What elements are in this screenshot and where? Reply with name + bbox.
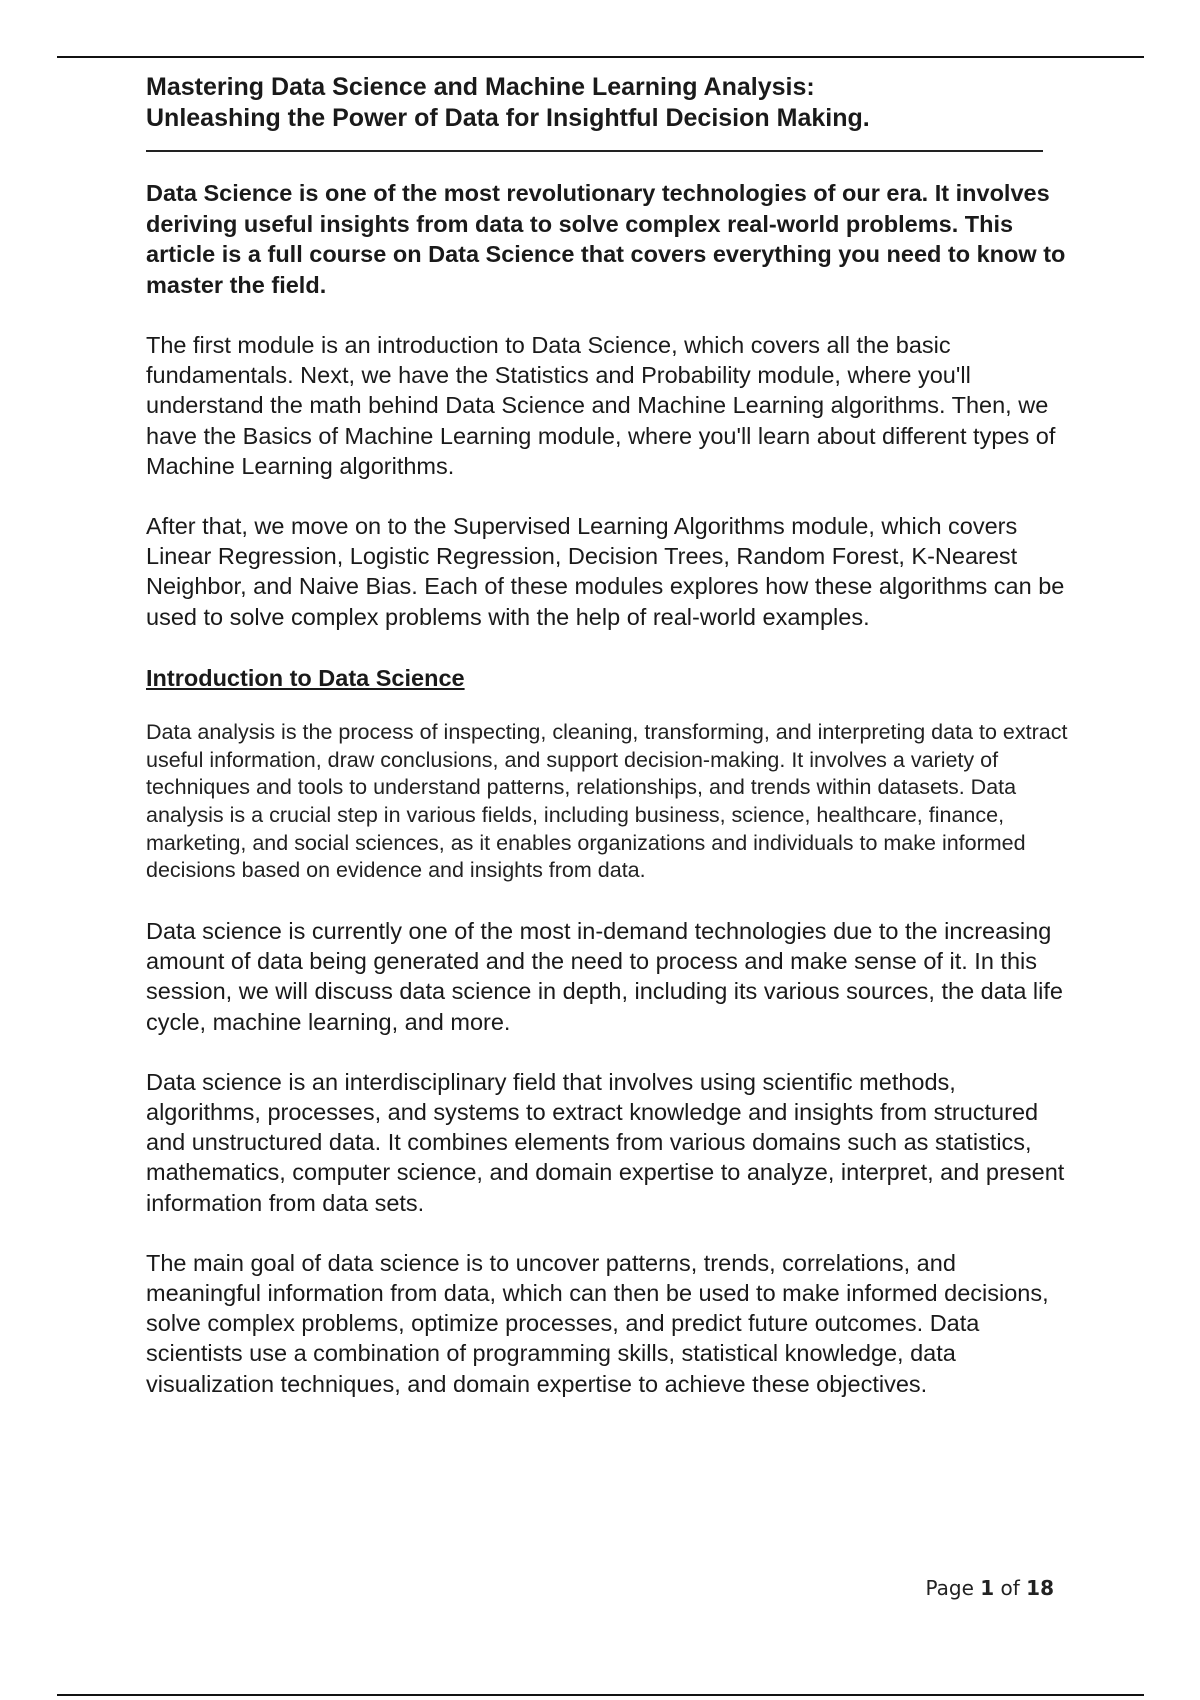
bottom-rule (57, 1694, 1144, 1696)
title-line-1: Mastering Data Science and Machine Learning Analysis: (146, 73, 815, 101)
page-current: 1 (980, 1576, 995, 1600)
paragraph-interdisciplinary: Data science is an interdisciplinary field that involves using scientific methods, algorithms, processes, and systems to extract knowledge and insights from structured and unstructured data. It combines elements from various domains such as statistics, mathematics, computer science, and domain expertise to analyze, interpret, and present information from data sets. (146, 1068, 1065, 1216)
page-total: 18 (1026, 1576, 1054, 1600)
lead-paragraph: Data Science is one of the most revolutionary technologies of our era. It involves deriving useful insights from data to solve complex real-world problems. This article is a full course on Data Science that covers everything you need to know to master the field. (146, 180, 1066, 298)
section-heading: Introduction to Data Science (146, 664, 465, 691)
page-content (146, 72, 1066, 1399)
page-word: Page (925, 1576, 974, 1600)
title-line-2: Unleashing the Power of Data for Insightful Decision Making. (146, 104, 870, 132)
paragraph-in-demand: Data science is currently one of the most in-demand technologies due to the increasing amount of data being generated and the need to process and make sense of it. In this session, we will discuss data science in depth, including its various sources, the data life cycle, machine learning, and more. (146, 918, 1063, 1035)
paragraph-main-goal: The main goal of data science is to uncover patterns, trends, correlations, and meaningful information from data, which can then be used to make informed decisions, solve complex problems, optimize processes, and predict future outcomes. Data scientists use a combination of programming skills, statistical knowledge, data visualization techniques, and domain expertise to achieve these objectives. (146, 1249, 1049, 1397)
paragraph-modules-intro: The first module is an introduction to Data Science, which covers all the basic fundamentals. Next, we have the Statistics and Probability module, where you'll understand the math behind Data Science and Machine Learning algorithms. Then, we have the Basics of Machine Learning module, where you'll learn about different types of Machine Learning algorithms. (146, 332, 1056, 479)
page-of: of (1000, 1576, 1020, 1600)
paragraph-data-analysis: Data analysis is the process of inspecting, cleaning, transforming, and interpreting data to extract useful information, draw conclusions, and support decision-making. It involves a variety of techniques and tools to understand patterns, relationships, and trends within datasets. Data analysis is a crucial step in various fields, including business, science, healthcare, finance, marketing, and social sciences, as it enables organizations and individuals to make informed decisions based on evidence and insights from data. (146, 719, 1068, 883)
paragraph-supervised-learning: After that, we move on to the Supervised Learning Algorithms module, which covers Linear Regression, Logistic Regression, Decision Trees, Random Forest, K-Nearest Neighbor, and Naive Bias. Each of these modules explores how these algorithms can be used to solve complex problems with the help of real-world examples. (146, 513, 1065, 630)
document-title (146, 72, 1066, 134)
page-number (925, 1576, 1054, 1600)
title-separator (146, 150, 1043, 152)
top-rule (57, 56, 1144, 58)
